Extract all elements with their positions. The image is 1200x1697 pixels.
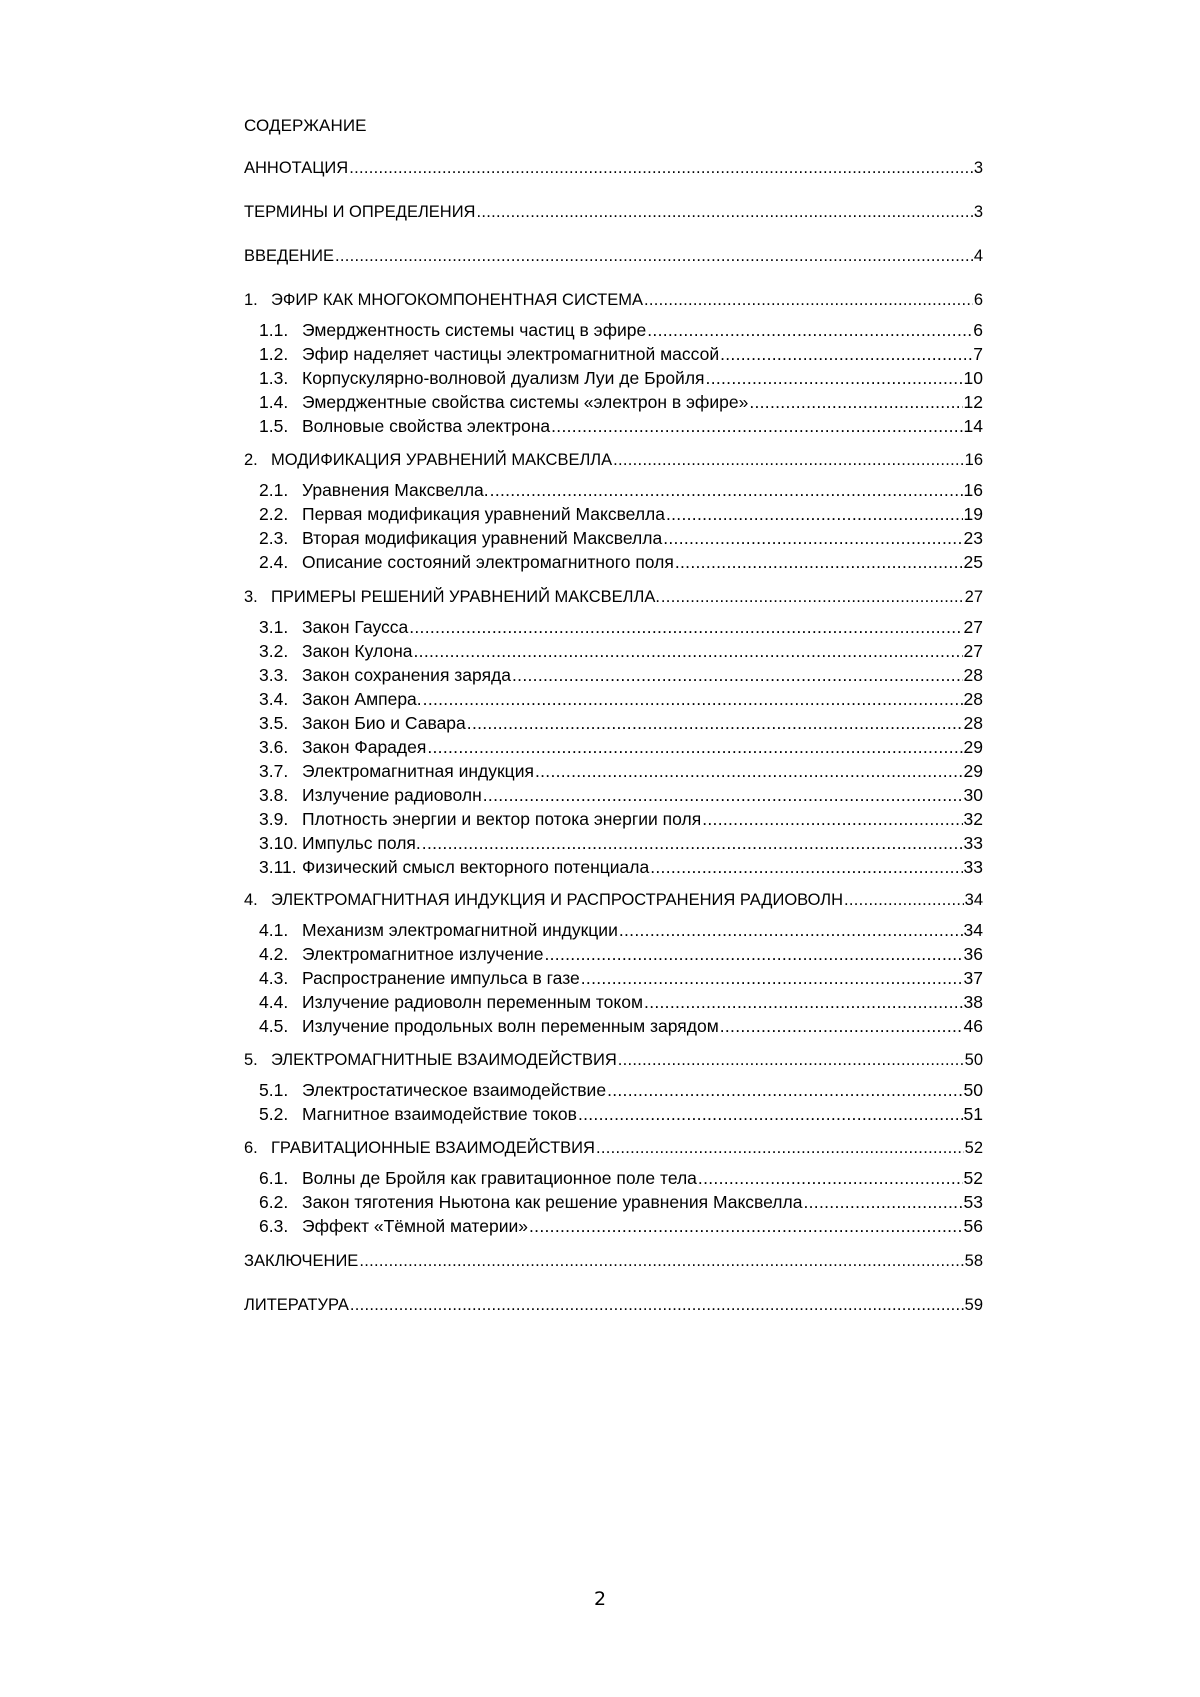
toc-entry-label: Первая модификация уравнений Максвелла bbox=[302, 504, 665, 524]
toc-subentry[interactable] bbox=[259, 1192, 983, 1213]
toc-entry-number: 6.1. bbox=[259, 1168, 289, 1188]
toc-entry-page: 59 bbox=[964, 1296, 983, 1314]
toc-entry-label: Электростатическое взаимодействие bbox=[302, 1080, 607, 1100]
toc-entry-page: 38 bbox=[963, 992, 983, 1012]
dot-leader bbox=[607, 1080, 962, 1101]
dot-leader bbox=[644, 992, 963, 1013]
toc-entry-label: Эмерджентность системы частиц в эфире bbox=[302, 320, 647, 340]
toc-entry-label: Электромагнитная индукция bbox=[302, 761, 534, 781]
toc-subentry[interactable] bbox=[259, 809, 983, 830]
toc-subentry[interactable] bbox=[259, 665, 983, 686]
toc-entry-number: 1.2. bbox=[259, 344, 289, 364]
toc-entry-page: 56 bbox=[963, 1216, 983, 1236]
toc-entry-number: 4.3. bbox=[259, 968, 289, 988]
toc-entry[interactable] bbox=[244, 588, 983, 607]
dot-leader bbox=[596, 1139, 964, 1158]
toc-entry-page: 51 bbox=[963, 1104, 983, 1124]
toc-entry-page: 23 bbox=[963, 528, 983, 548]
toc-entry-label: ГРАВИТАЦИОННЫЕ ВЗАИМОДЕЙСТВИЯ bbox=[271, 1139, 595, 1157]
toc-entry-number: 5. bbox=[244, 1051, 258, 1069]
toc-entry-number: 2.3. bbox=[259, 528, 289, 548]
dot-leader bbox=[702, 809, 962, 830]
toc-entry-label: ЛИТЕРАТУРА bbox=[244, 1296, 349, 1314]
toc-entry-page: 58 bbox=[964, 1252, 983, 1270]
toc-entry-label: АННОТАЦИЯ bbox=[244, 159, 349, 177]
toc-entry-number: 5.2. bbox=[259, 1104, 289, 1124]
toc-subentry[interactable] bbox=[259, 1080, 983, 1101]
toc-subentry[interactable] bbox=[259, 857, 983, 878]
dot-leader bbox=[535, 761, 963, 782]
toc-subentry[interactable] bbox=[259, 1104, 983, 1125]
toc-entry-number: 4.5. bbox=[259, 1016, 289, 1036]
dot-leader bbox=[529, 1216, 963, 1237]
toc-entry-page: 12 bbox=[963, 392, 983, 412]
toc-entry-number: 4.4. bbox=[259, 992, 289, 1012]
toc-entry-number: 3.9. bbox=[259, 809, 289, 829]
dot-leader bbox=[427, 737, 962, 758]
dot-leader bbox=[490, 480, 963, 501]
toc-entry-page: 34 bbox=[963, 920, 983, 940]
dot-leader bbox=[647, 320, 972, 341]
dot-leader bbox=[544, 944, 962, 965]
toc-entry-label: Волновые свойства электрона bbox=[302, 416, 551, 436]
toc-entry-page: 33 bbox=[963, 857, 983, 877]
toc-entry-page: 37 bbox=[963, 968, 983, 988]
toc-entry-number: 3.3. bbox=[259, 665, 289, 685]
toc-entry-number: 3.7. bbox=[259, 761, 289, 781]
toc-entry-label: ЭФИР КАК МНОГОКОМПОНЕНТНАЯ СИСТЕМА bbox=[271, 291, 644, 309]
toc-entry-page: 16 bbox=[964, 451, 983, 469]
toc-subentry[interactable] bbox=[259, 968, 983, 989]
toc-subentry[interactable] bbox=[259, 392, 983, 413]
toc-subentry[interactable] bbox=[259, 480, 983, 501]
dot-leader bbox=[409, 617, 962, 638]
toc-entry-number: 3.4. bbox=[259, 689, 289, 709]
toc-entry-page: 27 bbox=[964, 588, 983, 606]
toc-entry[interactable] bbox=[244, 159, 983, 178]
toc-entry-label: Эффект «Тёмной материи» bbox=[302, 1216, 529, 1236]
dot-leader bbox=[423, 689, 963, 710]
dot-leader bbox=[359, 1252, 963, 1271]
dot-leader bbox=[467, 713, 963, 734]
toc-entry-page: 30 bbox=[963, 785, 983, 805]
dot-leader bbox=[749, 392, 962, 413]
toc-entry-number: 6.3. bbox=[259, 1216, 289, 1236]
toc-entry-label: Закон Гаусса bbox=[302, 617, 409, 637]
toc-entry-label: ПРИМЕРЫ РЕШЕНИЙ УРАВНЕНИЙ МАКСВЕЛЛА. bbox=[271, 588, 660, 606]
toc-subentry[interactable] bbox=[259, 761, 983, 782]
toc-entry-page: 6 bbox=[973, 291, 983, 309]
dot-leader bbox=[803, 1192, 962, 1213]
toc-entry-label: Электромагнитное излучение bbox=[302, 944, 544, 964]
toc-subentry[interactable] bbox=[259, 737, 983, 758]
toc-subentry[interactable] bbox=[259, 992, 983, 1013]
toc-subentry[interactable] bbox=[259, 944, 983, 965]
toc-entry-label: Закон Био и Савара bbox=[302, 713, 466, 733]
toc-entry-label: ВВЕДЕНИЕ bbox=[244, 247, 334, 265]
toc-entry[interactable] bbox=[244, 891, 983, 910]
toc-entry-label: ЗАКЛЮЧЕНИЕ bbox=[244, 1252, 359, 1270]
dot-leader bbox=[720, 344, 972, 365]
dot-leader bbox=[644, 291, 973, 310]
toc-entry-page: 19 bbox=[963, 504, 983, 524]
toc-entry-page: 50 bbox=[964, 1051, 983, 1069]
toc-entry-label: Механизм электромагнитной индукции bbox=[302, 920, 618, 940]
toc-entry-number: 3. bbox=[244, 588, 258, 606]
toc-entry[interactable] bbox=[244, 247, 983, 266]
toc-entry-label: МОДИФИКАЦИЯ УРАВНЕНИЙ МАКСВЕЛЛА bbox=[271, 451, 613, 469]
toc-subentry[interactable] bbox=[259, 920, 983, 941]
toc-entry-page: 53 bbox=[963, 1192, 983, 1212]
toc-entry-label: Закон Фарадея bbox=[302, 737, 427, 757]
toc-subentry[interactable] bbox=[259, 833, 983, 854]
toc-entry-number: 1.1. bbox=[259, 320, 289, 340]
toc-subentry[interactable] bbox=[259, 689, 983, 710]
toc-subentry[interactable] bbox=[259, 617, 983, 638]
toc-entry[interactable] bbox=[244, 291, 983, 310]
toc-entry[interactable] bbox=[244, 1252, 983, 1271]
toc-entry-number: 4. bbox=[244, 891, 258, 909]
toc-entry[interactable] bbox=[244, 1296, 983, 1315]
dot-leader bbox=[613, 451, 964, 470]
dot-leader bbox=[335, 247, 973, 266]
toc-entry-label: Эфир наделяет частицы электромагнитной массой bbox=[302, 344, 720, 364]
dot-leader bbox=[706, 368, 963, 389]
toc-entry-label: Физический смысл векторного потенциала bbox=[302, 857, 650, 877]
toc-entry-page: 29 bbox=[963, 761, 983, 781]
toc-entry-number: 1.3. bbox=[259, 368, 289, 388]
toc-entry-number: 2.1. bbox=[259, 480, 289, 500]
dot-leader bbox=[512, 665, 963, 686]
dot-leader bbox=[618, 1051, 964, 1070]
toc-subentry[interactable] bbox=[259, 552, 983, 573]
dot-leader bbox=[578, 1104, 963, 1125]
toc-entry-label: Излучение продольных волн переменным зарядом bbox=[302, 1016, 719, 1036]
toc-entry-number: 3.6. bbox=[259, 737, 289, 757]
toc-entry-label: Плотность энергии и вектор потока энергии поля bbox=[302, 809, 702, 829]
toc-subentry[interactable] bbox=[259, 1016, 983, 1037]
toc-entry-page: 34 bbox=[964, 891, 983, 909]
dot-leader bbox=[551, 416, 962, 437]
toc-entry-page: 32 bbox=[963, 809, 983, 829]
toc-subentry[interactable] bbox=[259, 713, 983, 734]
toc-entry-label: Закон Кулона bbox=[302, 641, 413, 661]
toc-entry-page: 46 bbox=[963, 1016, 983, 1036]
dot-leader bbox=[619, 920, 963, 941]
toc-entry[interactable] bbox=[244, 1139, 983, 1158]
toc-subentry[interactable] bbox=[259, 1168, 983, 1189]
toc-entry-number: 3.11. bbox=[259, 857, 297, 877]
toc-subentry[interactable] bbox=[259, 1216, 983, 1237]
dot-leader bbox=[675, 552, 963, 573]
toc-entry-page: 33 bbox=[963, 833, 983, 853]
toc-entry-page: 3 bbox=[973, 203, 983, 221]
dot-leader bbox=[698, 1168, 963, 1189]
dot-leader bbox=[483, 785, 963, 806]
toc-entry-label: ЭЛЕКТРОМАГНИТНЫЕ ВЗАИМОДЕЙСТВИЯ bbox=[271, 1051, 617, 1069]
toc-entry-number: 4.1. bbox=[259, 920, 289, 940]
dot-leader bbox=[476, 203, 972, 222]
dot-leader bbox=[581, 968, 963, 989]
toc-subentry[interactable] bbox=[259, 344, 983, 365]
toc-entry-page: 28 bbox=[963, 665, 983, 685]
toc-entry-page: 6 bbox=[973, 320, 983, 340]
toc-subentry[interactable] bbox=[259, 368, 983, 389]
toc-entry-number: 2.2. bbox=[259, 504, 289, 524]
toc-entry-label: Распространение импульса в газе bbox=[302, 968, 580, 988]
toc-subentry[interactable] bbox=[259, 528, 983, 549]
toc-entry-label: ЭЛЕКТРОМАГНИТНАЯ ИНДУКЦИЯ И РАСПРОСТРАНЕНИЯ РАДИОВОЛН bbox=[271, 891, 844, 909]
toc-entry-number: 6.2. bbox=[259, 1192, 289, 1212]
toc-entry-label: Волны де Бройля как гравитационное поле тела bbox=[302, 1168, 697, 1188]
toc-entry-label: Эмерджентные свойства системы «электрон в эфире» bbox=[302, 392, 749, 412]
toc-entry-label: Вторая модификация уравнений Максвелла bbox=[302, 528, 663, 548]
toc-entry-label: Закон тяготения Ньютона как решение уравнения Максвелла bbox=[302, 1192, 803, 1212]
toc-entry-page: 10 bbox=[963, 368, 983, 388]
toc-entry-page: 28 bbox=[963, 713, 983, 733]
toc-entry-page: 50 bbox=[963, 1080, 983, 1100]
dot-leader bbox=[661, 588, 964, 607]
dot-leader bbox=[422, 833, 963, 854]
dot-leader bbox=[350, 1296, 964, 1315]
toc-entry[interactable] bbox=[244, 1051, 983, 1070]
toc-entry-number: 2.4. bbox=[259, 552, 289, 572]
toc-entry-number: 4.2. bbox=[259, 944, 289, 964]
toc-entry-label: Излучение радиоволн bbox=[302, 785, 482, 805]
dot-leader bbox=[349, 159, 973, 178]
toc-entry-page: 7 bbox=[973, 344, 983, 364]
toc-entry-page: 52 bbox=[964, 1139, 983, 1157]
toc-entry-label: Корпускулярно-волновой дуализм Луи де Бройля bbox=[302, 368, 705, 388]
toc-entry-page: 16 bbox=[963, 480, 983, 500]
toc-entry-number: 1.4. bbox=[259, 392, 289, 412]
toc-entry-number: 3.1. bbox=[259, 617, 289, 637]
toc-entry-number: 2. bbox=[244, 451, 258, 469]
dot-leader bbox=[414, 641, 963, 662]
toc-entry-number: 3.2. bbox=[259, 641, 289, 661]
toc-entry-number: 1.5. bbox=[259, 416, 289, 436]
dot-leader bbox=[650, 857, 962, 878]
toc-entry-label: Уравнения Максвелла. bbox=[302, 480, 489, 500]
toc-subentry[interactable] bbox=[259, 504, 983, 525]
toc-title: СОДЕРЖАНИЕ bbox=[244, 116, 367, 135]
toc-entry-page: 3 bbox=[973, 159, 983, 177]
toc-entry-number: 5.1. bbox=[259, 1080, 289, 1100]
toc-entry-label: Закон Ампера. bbox=[302, 689, 422, 709]
toc-subentry[interactable] bbox=[259, 416, 983, 437]
toc-entry-page: 27 bbox=[963, 617, 983, 637]
dot-leader bbox=[720, 1016, 963, 1037]
dot-leader bbox=[666, 504, 963, 525]
toc-entry[interactable] bbox=[244, 203, 983, 222]
toc-entry-number: 1. bbox=[244, 291, 258, 309]
toc-entry-page: 14 bbox=[963, 416, 983, 436]
toc-entry-page: 29 bbox=[963, 737, 983, 757]
toc-entry-label: Описание состояний электромагнитного поля bbox=[302, 552, 674, 572]
toc-entry-page: 28 bbox=[963, 689, 983, 709]
toc-entry-number: 3.8. bbox=[259, 785, 289, 805]
toc-entry-page: 4 bbox=[973, 247, 983, 265]
toc-entry-label: Импульс поля. bbox=[302, 833, 421, 853]
toc-entry-label: Излучение радиоволн переменным током bbox=[302, 992, 644, 1012]
toc-entry-page: 27 bbox=[963, 641, 983, 661]
toc-entry-label: Закон сохранения заряда bbox=[302, 665, 512, 685]
dot-leader bbox=[663, 528, 962, 549]
dot-leader bbox=[844, 891, 964, 910]
toc-entry-page: 36 bbox=[963, 944, 983, 964]
toc-entry-number: 3.5. bbox=[259, 713, 289, 733]
toc-subentry[interactable] bbox=[259, 785, 983, 806]
toc-entry-page: 52 bbox=[963, 1168, 983, 1188]
toc-entry-label: ТЕРМИНЫ И ОПРЕДЕЛЕНИЯ bbox=[244, 203, 476, 221]
toc-entry-page: 25 bbox=[963, 552, 983, 572]
toc-entry-number: 3.10. bbox=[259, 833, 298, 853]
page-number: 2 bbox=[593, 1588, 607, 1610]
toc-subentry[interactable] bbox=[259, 641, 983, 662]
toc-entry-label: Магнитное взаимодействие токов bbox=[302, 1104, 577, 1124]
toc-entry[interactable] bbox=[244, 451, 983, 470]
toc-entry-number: 6. bbox=[244, 1139, 258, 1157]
toc-subentry[interactable] bbox=[259, 320, 983, 341]
